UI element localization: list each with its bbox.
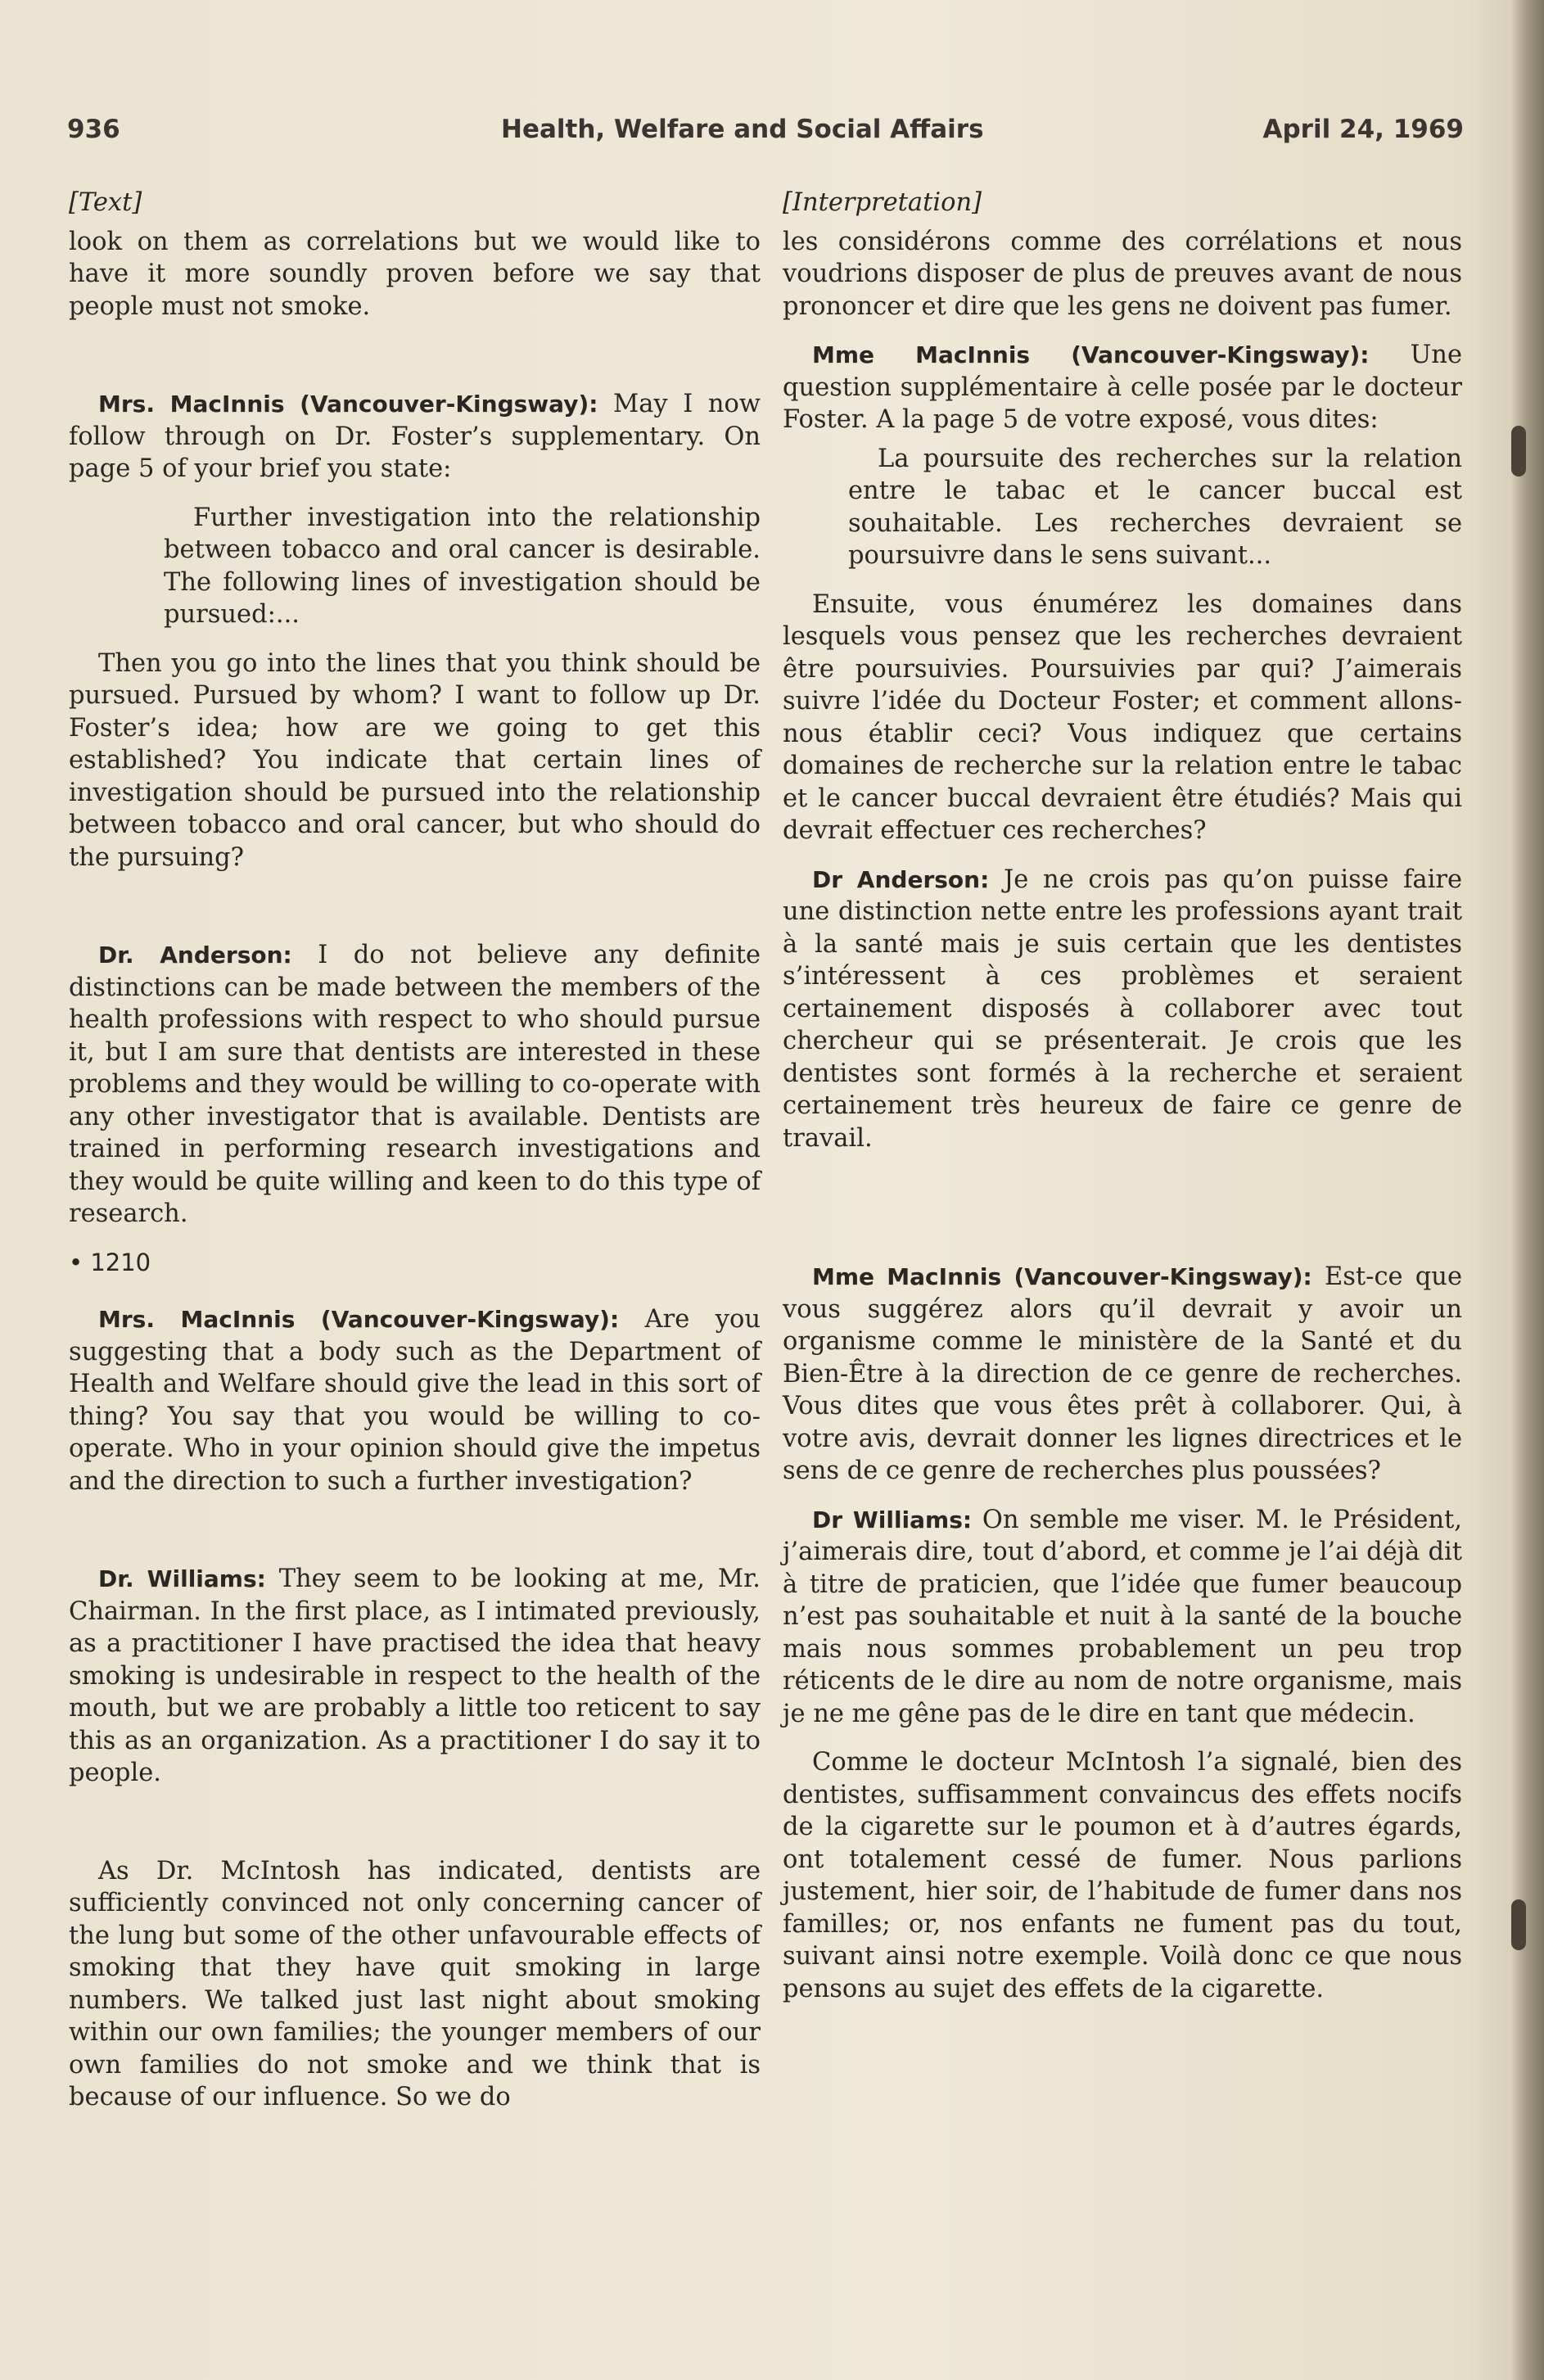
paragraph: look on them as correlations but we would like to have it more soundly proven before we say that people must not smoke. [69,227,761,321]
column-label-interpretation: [Interpretation] [783,188,982,217]
speaker-name: Mrs. MacInnis (Vancouver-Kingsway): [98,391,598,418]
speech-paragraph [69,1303,761,1497]
speech-text: On semble me viser. M. le Président, j’aimerais dire, tout d’abord, et comme je l’ai déjà dit à titre de praticien, que l’idée que fumer beaucoup n’est pas souhaitable et nuit à la santé de la bouche mais nous sommes probablement un peu trop réticents de le dire au nom de notre organisme, mais je ne me gêne pas de le dire en tant que médecin. [783,1505,1462,1728]
paragraph: As Dr. McIntosh has indicated, dentists are sufficiently convinced not only concerning cancer of the lung but some of the other unfavourable effects of smoking that they have quit smoking in large numbers. We talked just last night about smoking within our own families; the younger members of our own families do not smoke and we think that is because of our influence. So we do [69,1856,761,2111]
speech-paragraph [783,339,1462,436]
speaker-name: Dr. Williams: [98,1565,266,1592]
speech-text: They seem to be looking at me, Mr. Chairman. In the first place, as I intimated previously, as a practitioner I have practised the idea that heavy smoking is undesirable in respect to the health of the mouth, but we are probably a little too reticent to say this as an organization. As a practitioner I do say it to people. [69,1565,761,1787]
binder-clip-top [1511,426,1526,476]
speech-text: Are you suggesting that a body such as the Department of Health and Welfare should give the lead in this sort of thing? You say that you would be willing to co-operate. Who in your opinion should give the impetus and the direction to such a further investigation? [69,1305,761,1496]
column-label-text: [Text] [69,188,142,217]
speech-paragraph [69,939,761,1231]
speech-paragraph [69,1563,761,1790]
speech-paragraph [783,1504,1462,1731]
speech-text: I do not believe any definite distinctions can be made between the members of the health professions with respect to who should pursue it, but I am sure that dentists are interested in these problems and they would be willing to co-operate with any other investigator that is available. Dentists are trained in performing research investigations and they would be quite willing and keen to do this type of research. [69,941,761,1228]
speaker-name: Mrs. MacInnis (Vancouver-Kingsway): [98,1306,620,1333]
paragraph: Ensuite, vous énumérez les domaines dans lesquels vous pensez que les recherches devraient être poursuivies. Poursuivies par qui? J’aimerais suivre l’idée du Docteur Foster; et comment allons-nous établir ceci? Vous indiquez que certains domaines de recherche sur la relation entre le tabac et le cancer buccal devraient être étudiés? Mais qui devrait effectuer ces recherches? [783,589,1462,845]
time-marker: • 1210 [69,1248,151,1276]
paragraph: Then you go into the lines that you think should be pursued. Pursued by whom? I want to follow up Dr. Foster’s idea; how are we going to get this established? You indicate that certain lines of investigation should be pursued into the relationship between tobacco and oral cancer, but who should do the pursuing? [69,648,761,872]
speech-paragraph [783,1261,1462,1488]
english-column [69,187,761,2114]
speech-text: Je ne crois pas qu’on puisse faire une distinction nette entre les professions ayant trait à la santé mais je suis certain que les dentistes s’intéressent à ces problèmes et seraient certainement disposés à collaborer avec tout chercheur qui se présenterait. Je crois que les dentistes sont formés à la recherche et seraient certainement très heureux de faire ce genre de travail. [783,865,1462,1153]
paragraph: les considérons comme des corrélations et nous voudrions disposer de plus de preuves avant de nous prononcer et dire que les gens ne doivent pas fumer. [783,227,1462,321]
page-title: Health, Welfare and Social Affairs [501,115,984,144]
page-header [67,115,1464,156]
speaker-name: Dr Anderson: [812,865,990,893]
page-date: April 24, 1969 [1262,115,1464,144]
block-quote: Further investigation into the relationship between tobacco and oral cancer is desirable. The following lines of investigation should be pursued:... [164,503,761,629]
speech-text: Est-ce que vous suggérez alors qu’il devrait y avoir un organisme comme le ministère de la Santé et du Bien-Être à la direction de ce genre de recherches. Vous dites que vous êtes prêt à collaborer. Qui, à votre avis, devrait donner les lignes directrices et le sens de ce genre de recherches plus poussées? [783,1262,1462,1485]
speaker-name: Mme MacInnis (Vancouver-Kingsway): [812,1263,1312,1290]
paragraph: Comme le docteur McIntosh l’a signalé, bien des dentistes, suffisamment convaincus des effets nocifs de la cigarette sur le poumon et à d’autres égards, ont totalement cessé de fumer. Nous parlions justement, hier soir, de l’habitude de fumer dans nos familles; or, nos enfants ne fument pas du tout, suivant ainsi notre exemple. Voilà donc ce que nous pensons au sujet des effets de la cigarette. [783,1748,1462,2003]
block-quote: La poursuite des recherches sur la relation entre le tabac et le cancer buccal est souhaitable. Les recherches devraient se poursuivre dans le sens suivant... [848,444,1462,570]
page-number: 936 [67,115,120,144]
french-column [783,187,1462,2005]
binder-clip-bottom [1511,1899,1526,1950]
speaker-name: Mme MacInnis (Vancouver-Kingsway): [812,341,1370,368]
speech-paragraph [69,388,761,485]
speech-text: May I now follow through on Dr. Foster’s supplementary. On page 5 of your brief you state: [69,390,761,483]
speaker-name: Dr Williams: [812,1506,973,1533]
binding-edge [1511,0,1544,2380]
speech-paragraph [783,864,1462,1155]
speaker-name: Dr. Anderson: [98,942,292,969]
speech-text: Une question supplémentaire à celle posée par le docteur Foster. A la page 5 de votre exposé, vous dites: [783,341,1463,434]
